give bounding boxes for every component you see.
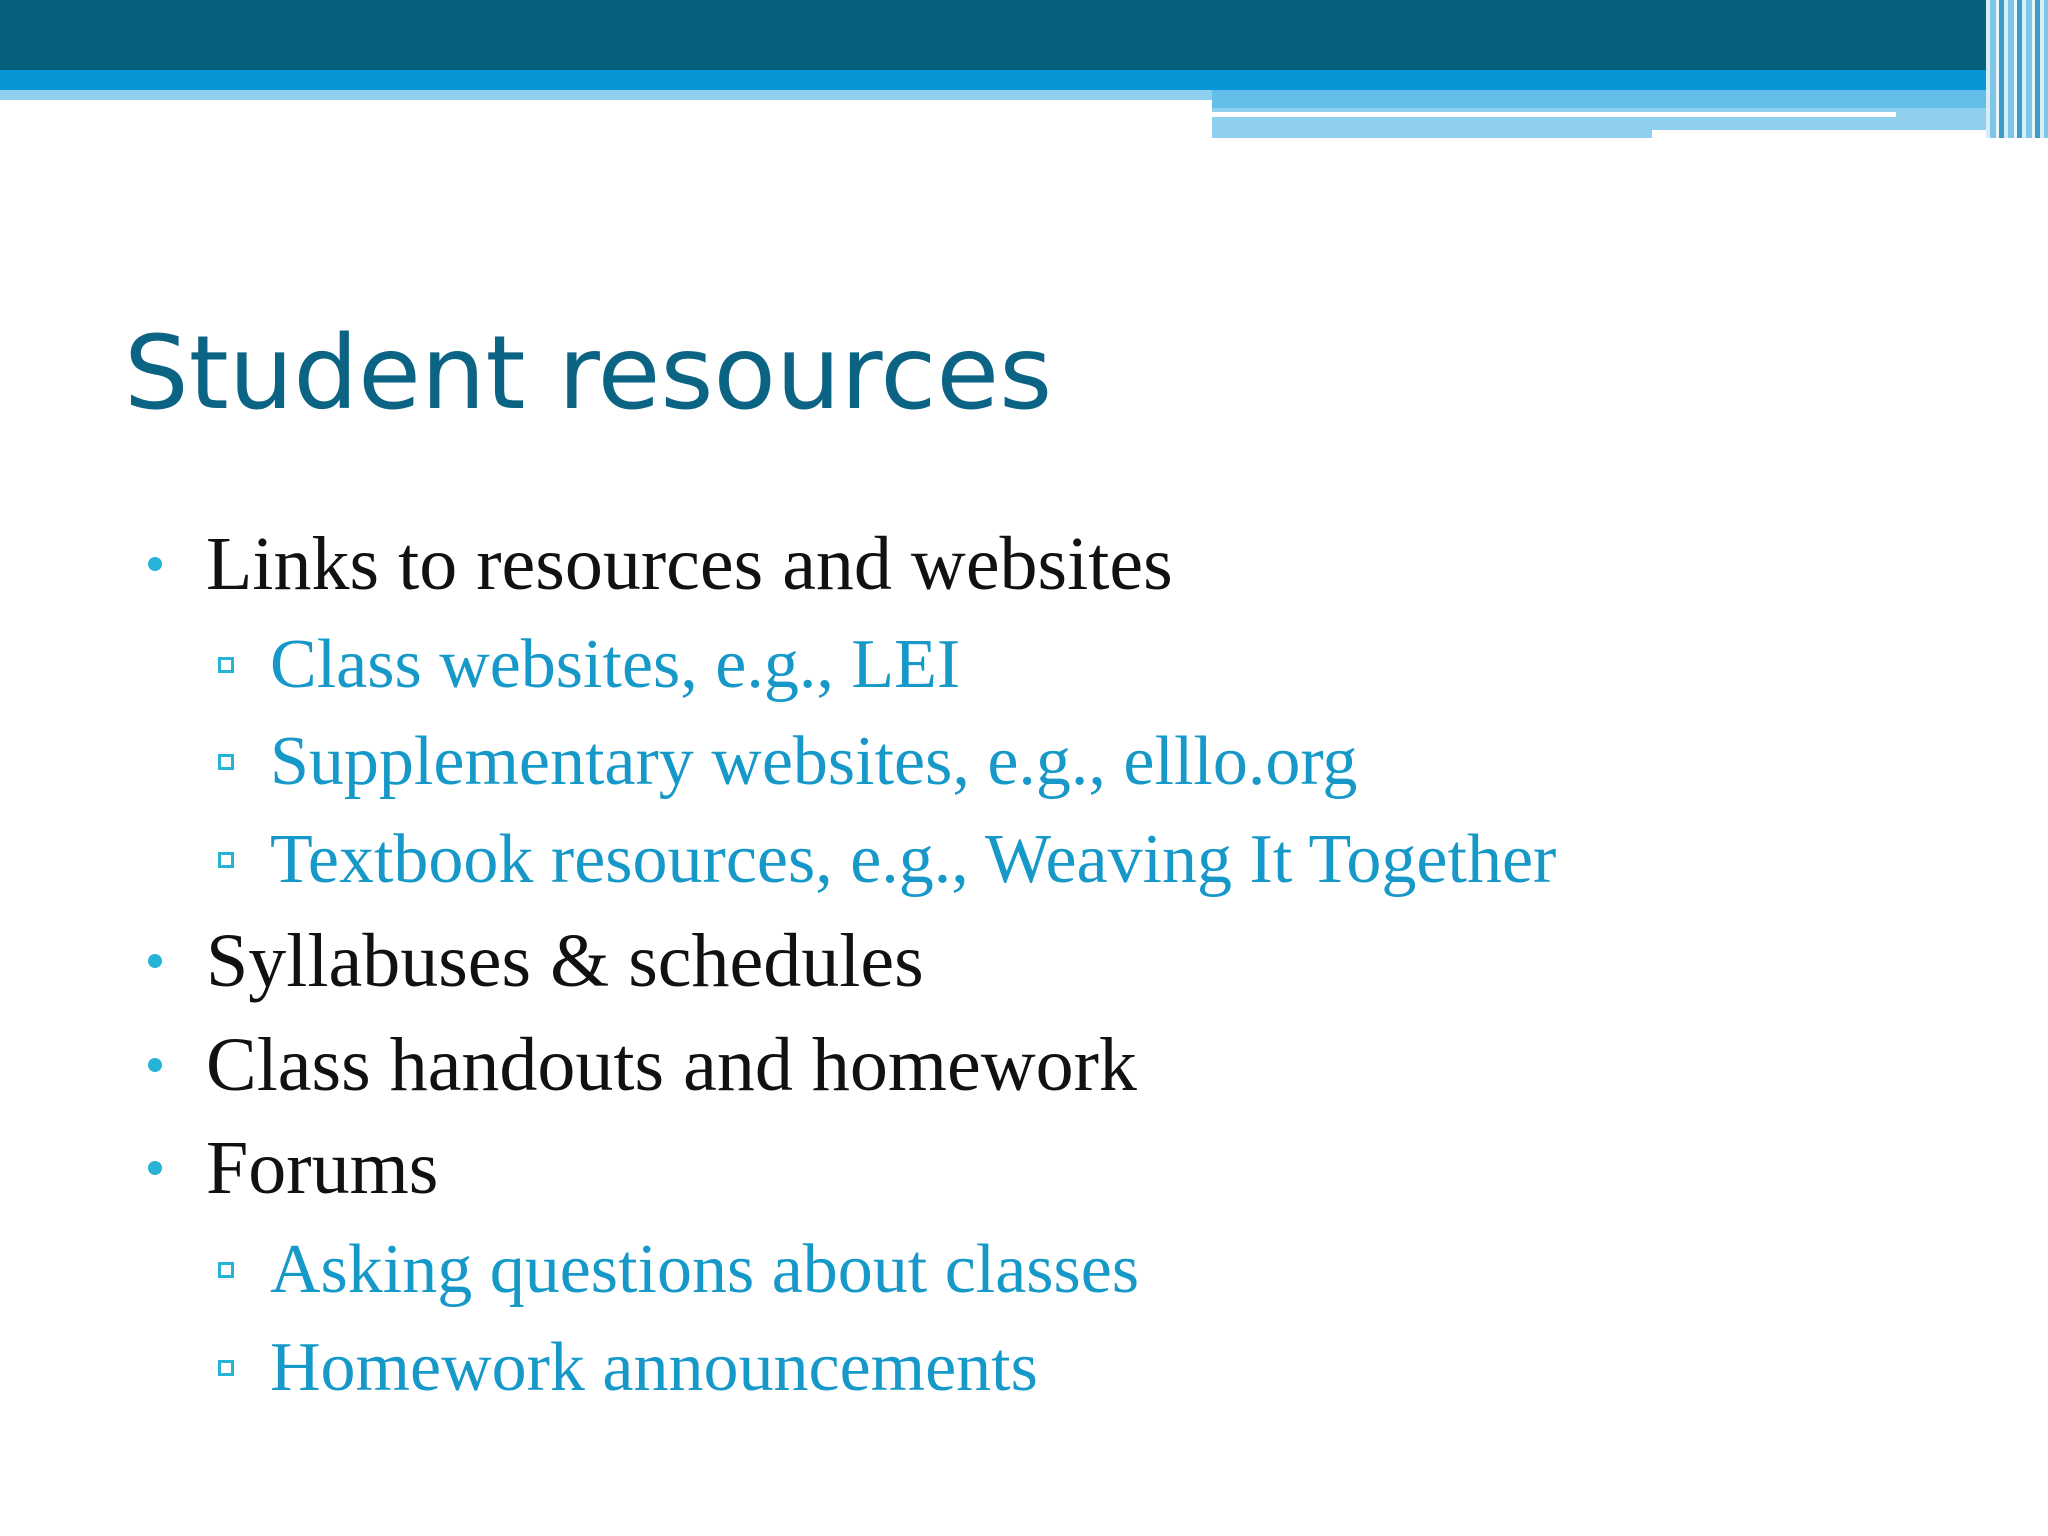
list-subitem-text: Asking questions about classes xyxy=(270,1231,1140,1308)
bullet-square-icon xyxy=(218,1360,234,1376)
bullet-dot-icon xyxy=(148,954,162,968)
bullet-dot-icon xyxy=(148,1161,162,1175)
bullet-dot-icon xyxy=(148,1058,162,1072)
list-item-text: Syllabuses & schedules xyxy=(206,918,924,1003)
bullet-square-icon xyxy=(218,657,234,673)
list-item xyxy=(148,1015,1137,1115)
list-subitem xyxy=(218,1320,1038,1416)
slide-title: Student resources xyxy=(124,314,1053,433)
bullet-square-icon xyxy=(218,754,234,770)
list-subitem-text: Supplementary websites, e.g., elllo.org xyxy=(270,723,1358,800)
list-item-text: Forums xyxy=(206,1125,439,1210)
bullet-square-icon xyxy=(218,852,234,868)
list-item-text: Links to resources and websites xyxy=(206,521,1173,606)
list-subitem-text: Textbook resources, e.g., Weaving It Together xyxy=(270,821,1557,898)
list-item xyxy=(148,911,924,1011)
bullet-square-icon xyxy=(218,1262,234,1278)
list-item xyxy=(148,1118,438,1218)
list-subitem xyxy=(218,714,1357,810)
list-item xyxy=(148,514,1173,614)
list-subitem-text: Class websites, e.g., LEI xyxy=(270,626,961,703)
list-item-text: Class handouts and homework xyxy=(206,1022,1137,1107)
bullet-dot-icon xyxy=(148,557,162,571)
list-subitem-text: Homework announcements xyxy=(270,1329,1038,1406)
list-subitem xyxy=(218,812,1556,908)
list-subitem xyxy=(218,1222,1139,1318)
list-subitem xyxy=(218,617,960,713)
